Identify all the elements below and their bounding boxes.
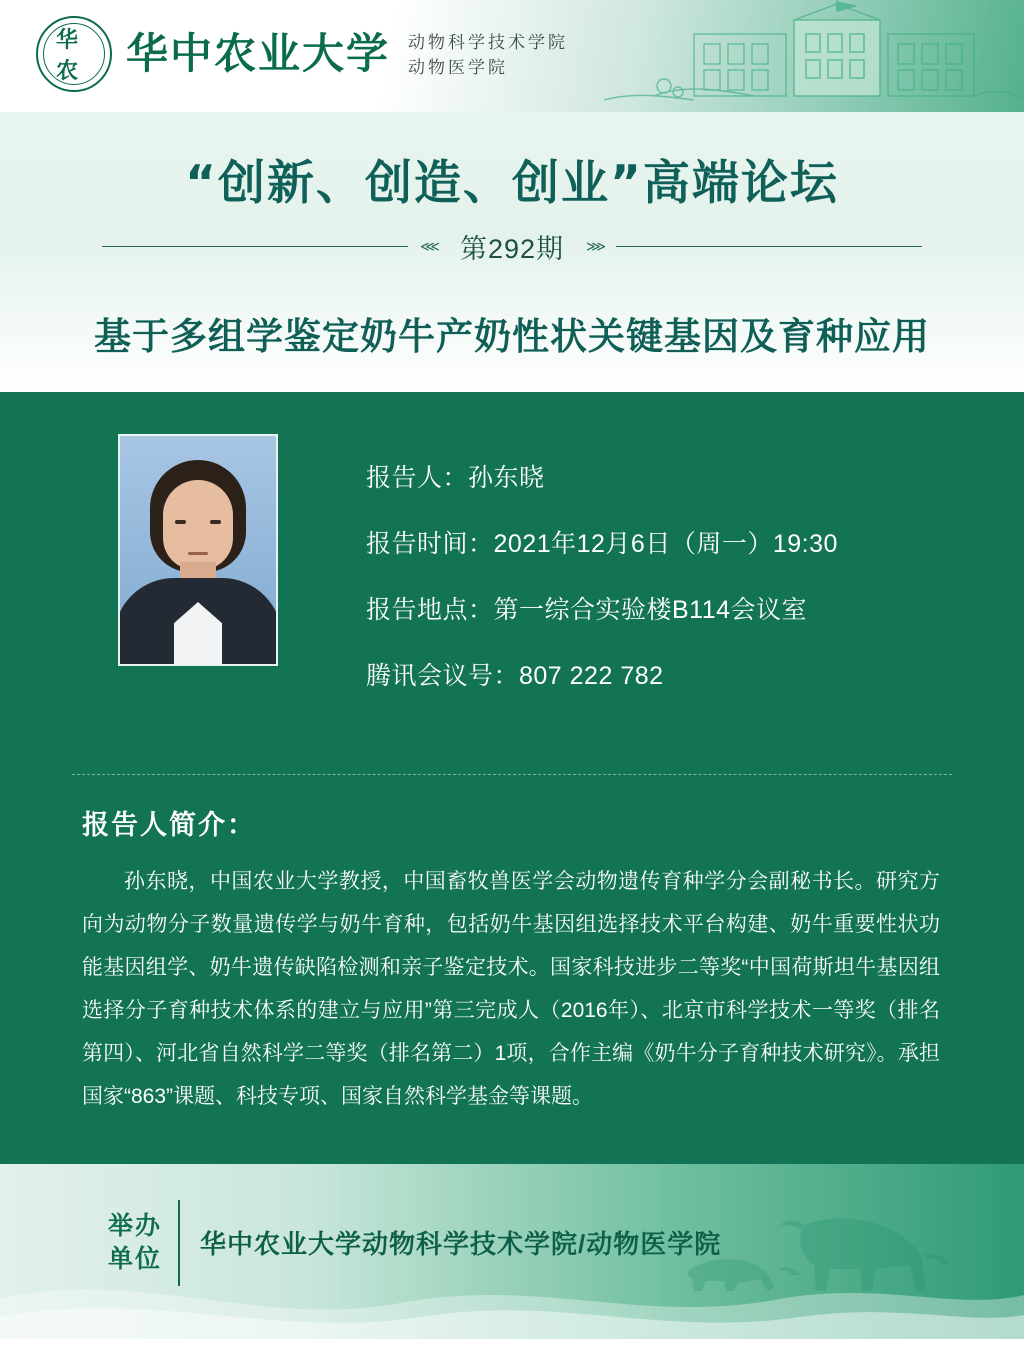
talk-info-list — [326, 450, 838, 722]
forum-title: “创新、创造、创业”高端论坛 — [185, 156, 839, 211]
info-speaker: 报告人：孙东晓 — [366, 464, 545, 492]
campus-building-illustration — [544, 0, 1024, 112]
talk-topic: 基于多组学鉴定奶牛产奶性状关键基因及育种应用 — [94, 316, 930, 357]
host-badge — [92, 1200, 180, 1286]
footer-section — [0, 1164, 1024, 1339]
chevron-right-icon: ⋙ — [586, 238, 604, 254]
portrait-mouth — [188, 552, 208, 555]
university-logo — [36, 16, 568, 92]
host-badge-line-2: 单位 — [107, 1245, 162, 1274]
rule-right — [616, 246, 922, 247]
host-organization: 华中农业大学动物科学技术学院/动物医学院 — [200, 1229, 722, 1260]
portrait-face — [163, 480, 233, 570]
issue-number: 第292期 — [459, 234, 565, 264]
host-badge-line-1: 举办 — [107, 1211, 162, 1240]
bio-title: 报告人简介： — [82, 810, 256, 840]
issue-row — [102, 227, 922, 266]
university-seal-icon — [36, 16, 112, 92]
college-line-1: 动物科学技术学院 — [408, 33, 569, 53]
portrait-eye-right — [210, 520, 221, 524]
main-section — [0, 392, 1024, 1164]
rule-left — [102, 246, 408, 247]
speaker-portrait — [118, 434, 278, 666]
info-place: 报告地点：第一综合实验楼B114会议室 — [366, 596, 808, 624]
university-name: 华中农业大学 — [126, 29, 391, 78]
college-names — [408, 30, 568, 77]
college-line-2: 动物医学院 — [408, 58, 509, 77]
chevron-left-icon: ⋘ — [420, 238, 438, 254]
seal-label: 华农 — [56, 27, 79, 84]
speaker-block — [0, 434, 1024, 738]
header-section — [0, 112, 1024, 392]
portrait-eye-left — [175, 520, 186, 524]
info-time: 报告时间：2021年12月6日（周一）19:30 — [366, 530, 838, 558]
section-divider — [72, 774, 952, 775]
info-meeting-id: 腾讯会议号：807 222 782 — [366, 662, 664, 690]
top-banner — [0, 0, 1024, 112]
bio-text: 孙东晓，中国农业大学教授，中国畜牧兽医学会动物遗传育种学分会副秘书长。研究方向为动物分子数量遗传学与奶牛育种，包括奶牛基因组选择技术平台构建、奶牛重要性状功能基因组学、奶牛遗传缺陷检测和亲子鉴定技术。国家科技进步二等奖“中国荷斯坦牛基因组选择分子育种技术体系的建立与应用”第三完成人（2016年）、北京市科学技术一等奖（排名第四）、河北省自然科学二等奖（排名第二）1项，合作主编《奶牛分子育种技术研究》。承担国家“863”课题、科技专项、国家自然科学基金等课题。 — [82, 870, 940, 1109]
